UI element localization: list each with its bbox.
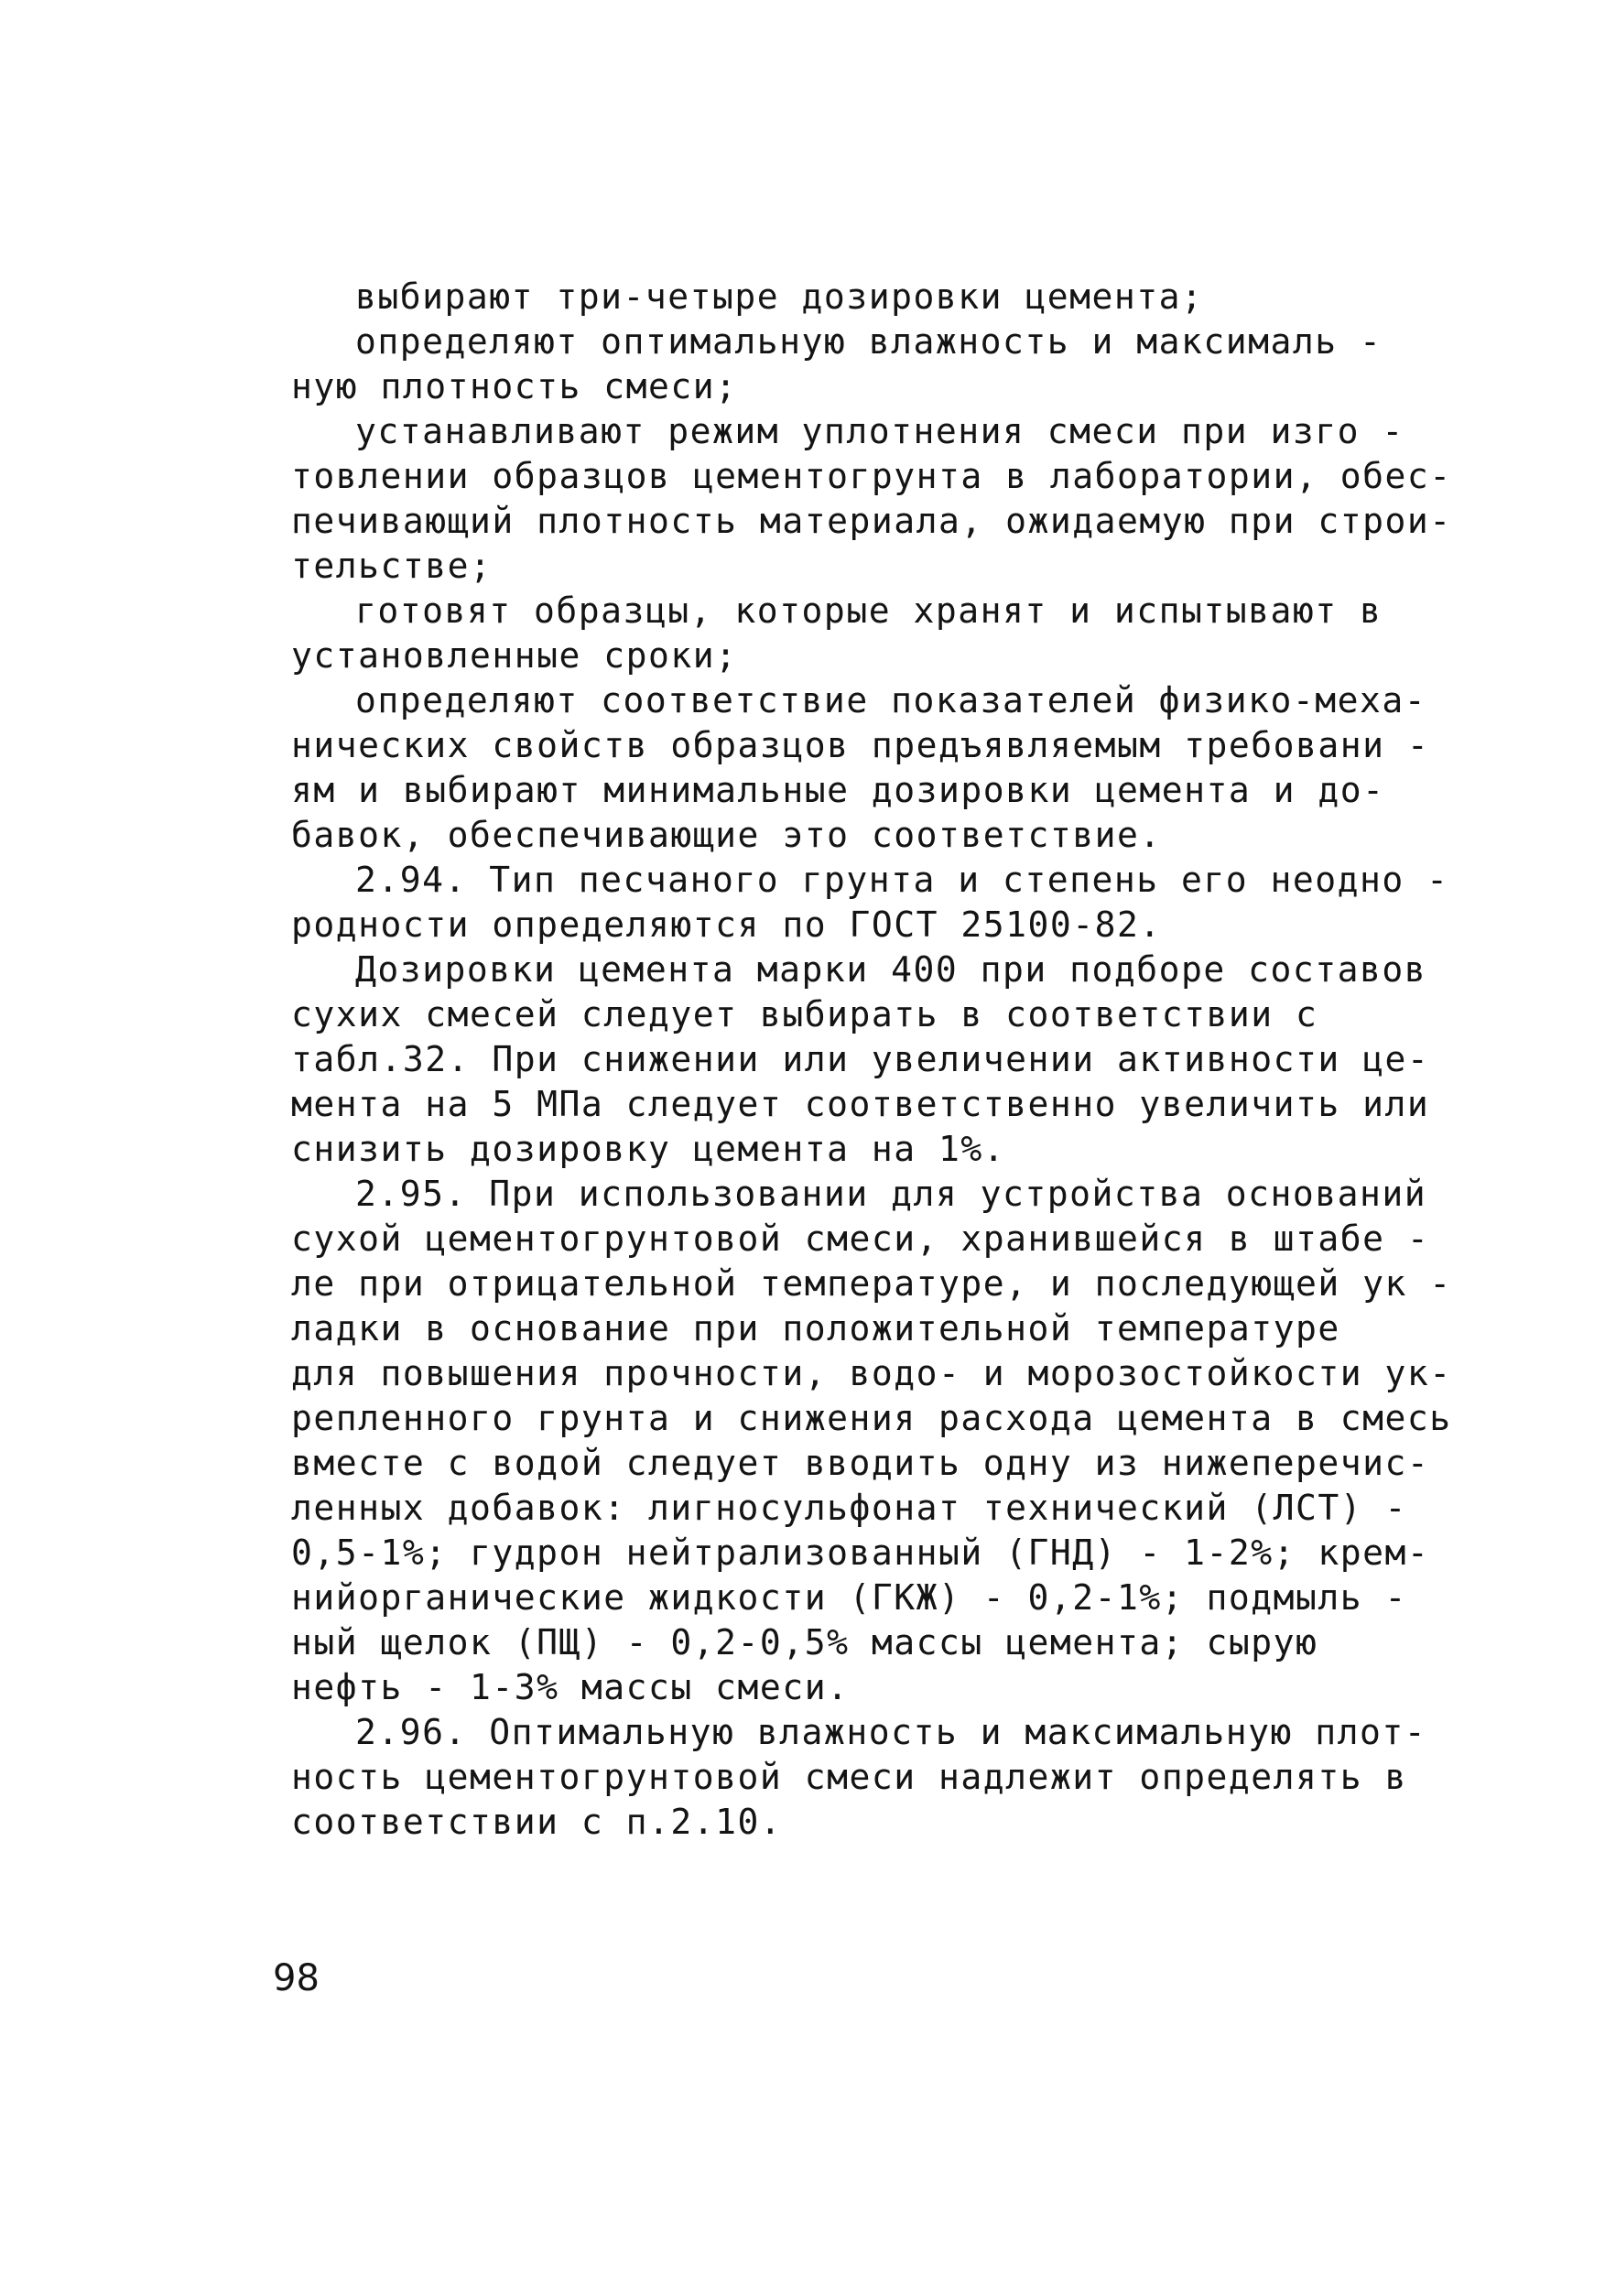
text-line: бавок, обеспечивающие это соответствие. [291, 815, 1162, 855]
text-line: соответствии с п.2.10. [291, 1802, 783, 1842]
text-line: ладки в основание при положительной температуре [291, 1308, 1340, 1348]
text-line: ям и выбирают минимальные дозировки цемента и до- [291, 770, 1385, 810]
text-line: вместе с водой следует вводить одну из нижеперечис- [291, 1443, 1430, 1483]
page-number: 98 [273, 1957, 320, 1999]
text-line: ную плотность смеси; [291, 366, 738, 406]
text-line: сухих смесей следует выбирать в соответствии с [291, 994, 1318, 1034]
text-line: 2.94. Тип песчаного грунта и степень его неодно - [355, 860, 1449, 900]
text-line: мента на 5 МПа следует соответственно увеличить или [291, 1084, 1430, 1124]
text-line: товлении образцов цементогрунта в лаборатории, обес- [291, 456, 1452, 496]
text-line: Дозировки цемента марки 400 при подборе составов [355, 949, 1427, 990]
text-line: печивающий плотность материала, ожидаемую при строи- [291, 501, 1452, 541]
text-line: снизить дозировку цемента на 1%. [291, 1129, 1006, 1169]
text-line: ле при отрицательной температуре, и последующей ук - [291, 1263, 1452, 1304]
text-line: ность цементогрунтовой смеси надлежит определять в [291, 1757, 1407, 1797]
text-line: 2.96. Оптимальную влажность и максимальную плот- [355, 1712, 1427, 1752]
text-line: репленного грунта и снижения расхода цемента в смесь [291, 1398, 1452, 1438]
text-line: 0,5-1%; гудрон нейтрализованный (ГНД) - 1-2%; крем- [291, 1532, 1430, 1573]
text-line: готовят образцы, которые хранят и испытывают в [355, 590, 1383, 631]
text-line: 2.95. При использовании для устройства оснований [355, 1174, 1427, 1214]
text-line: устанавливают режим уплотнения смеси при изго - [355, 411, 1404, 451]
text-line: ный щелок (ПЩ) - 0,2-0,5% массы цемента; сырую [291, 1622, 1318, 1662]
text-line: выбирают три-четыре дозировки цемента; [355, 276, 1204, 317]
text-line: определяют соответствие показателей физико-меха- [355, 680, 1427, 720]
text-line: сухой цементогрунтовой смеси, хранившейся в штабе - [291, 1218, 1430, 1259]
text-line: тельстве; [291, 546, 493, 586]
text-line: нефть - 1-3% массы смеси. [291, 1667, 850, 1707]
text-line: родности определяются по ГОСТ 25100-82. [291, 904, 1162, 945]
text-line: ленных добавок: лигносульфонат технический (ЛСТ) - [291, 1488, 1407, 1528]
text-line: определяют оптимальную влажность и максималь - [355, 321, 1383, 362]
text-line: табл.32. При снижении или увеличении активности це- [291, 1039, 1430, 1079]
text-line: установленные сроки; [291, 635, 738, 676]
text-line: для повышения прочности, водо- и морозостойкости ук- [291, 1353, 1452, 1393]
text-line: нийорганические жидкости (ГКЖ) - 0,2-1%; подмыль - [291, 1577, 1407, 1618]
body-text [291, 275, 1472, 1845]
text-line: нических свойств образцов предъявляемым требовани - [291, 725, 1430, 765]
